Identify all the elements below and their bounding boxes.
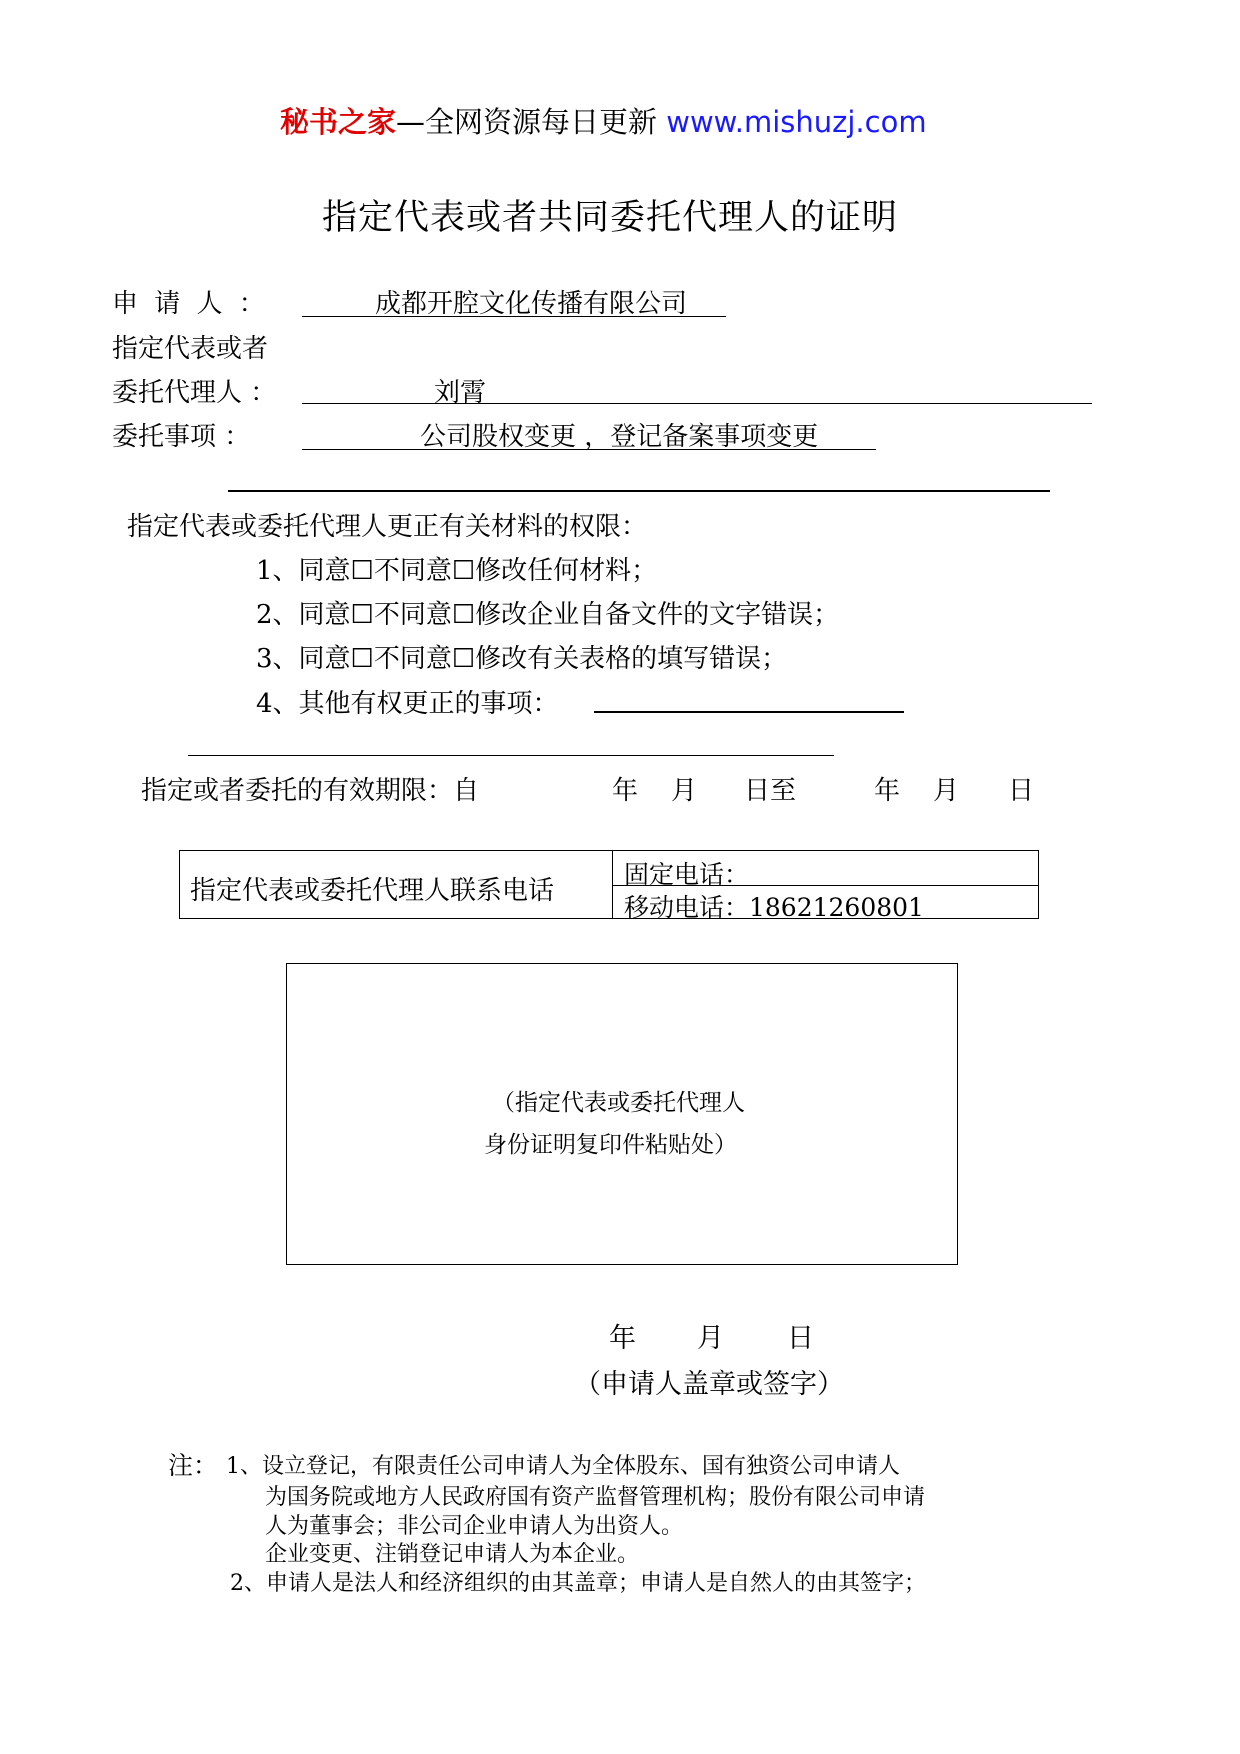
permission-item-4: 4、其他有权更正的事项： [256, 689, 559, 719]
agent-underline [302, 403, 1092, 404]
site-header [280, 100, 927, 141]
contact-label: 指定代表或委托代理人联系电话 [190, 876, 555, 906]
note-1-line-2: 为国务院或地方人民政府国有资产监督管理机构；股份有限公司申请 [265, 1485, 926, 1510]
validity-year-2[interactable]: 年 [874, 776, 901, 806]
sign-month[interactable]: 月 [697, 1323, 724, 1354]
agent-value[interactable]: 刘霄 [434, 378, 487, 408]
validity-month-1[interactable]: 月 [671, 776, 698, 806]
note-1-line-3: 人为董事会；非公司企业申请人为出资人。 [265, 1514, 684, 1539]
matter-label: 委托事项 ： [112, 422, 251, 452]
header-tagline: 全网资源每日更新 [425, 105, 658, 139]
note-1-line-4: 企业变更、注销登记申请人为本企业。 [265, 1542, 640, 1567]
note-2: 2、申请人是法人和经济组织的由其盖章；申请人是自然人的由其签字； [230, 1571, 926, 1596]
permission-item-1[interactable]: 1、同意☐不同意☐修改任何材料； [256, 556, 658, 586]
matter-extra-line [228, 490, 1050, 492]
id-box-line-1: （指定代表或委托代理人 [492, 1090, 745, 1116]
permission-item-2[interactable]: 2、同意☐不同意☐修改企业自备文件的文字错误； [256, 600, 840, 630]
permissions-heading: 指定代表或委托代理人更正有关材料的权限： [127, 512, 648, 542]
agent-label-line1: 指定代表或者 [112, 334, 269, 364]
site-url[interactable]: www.mishuzj.com [666, 105, 927, 139]
validity-year-1[interactable]: 年 [612, 776, 639, 806]
applicant-value[interactable]: 成都开腔文化传播有限公司 [375, 289, 688, 319]
permissions-extra-line [188, 755, 834, 756]
notes-label: 注： [168, 1451, 219, 1480]
sign-note: （申请人盖章或签字） [574, 1369, 844, 1400]
agent-label-line2: 委托代理人 ： [112, 378, 277, 408]
validity-day-2[interactable]: 日 [1008, 776, 1035, 806]
sign-day[interactable]: 日 [787, 1323, 814, 1354]
applicant-label: 申 请 人 ： [112, 289, 269, 319]
page-title: 指定代表或者共同委托代理人的证明 [322, 198, 899, 238]
validity-label: 指定或者委托的有效期限：自 [141, 776, 480, 806]
sign-year[interactable]: 年 [609, 1323, 636, 1354]
validity-day-1[interactable]: 日至 [744, 776, 797, 806]
header-dash: — [396, 105, 426, 139]
other-matters-line[interactable] [594, 711, 904, 713]
permission-item-3[interactable]: 3、同意☐不同意☐修改有关表格的填写错误； [256, 644, 788, 674]
id-box-line-2: 身份证明复印件粘贴处） [484, 1132, 737, 1158]
validity-month-2[interactable]: 月 [933, 776, 960, 806]
mobile-phone[interactable]: 移动电话：18621260801 [624, 893, 924, 922]
fixed-phone[interactable]: 固定电话： [624, 860, 750, 889]
brand-name: 秘书之家 [280, 105, 397, 139]
note-1-line-1: 1、设立登记，有限责任公司申请人为全体股东、国有独资公司申请人 [226, 1454, 900, 1479]
matter-value[interactable]: 公司股权变更 ，登记备案事项变更 [420, 422, 819, 452]
